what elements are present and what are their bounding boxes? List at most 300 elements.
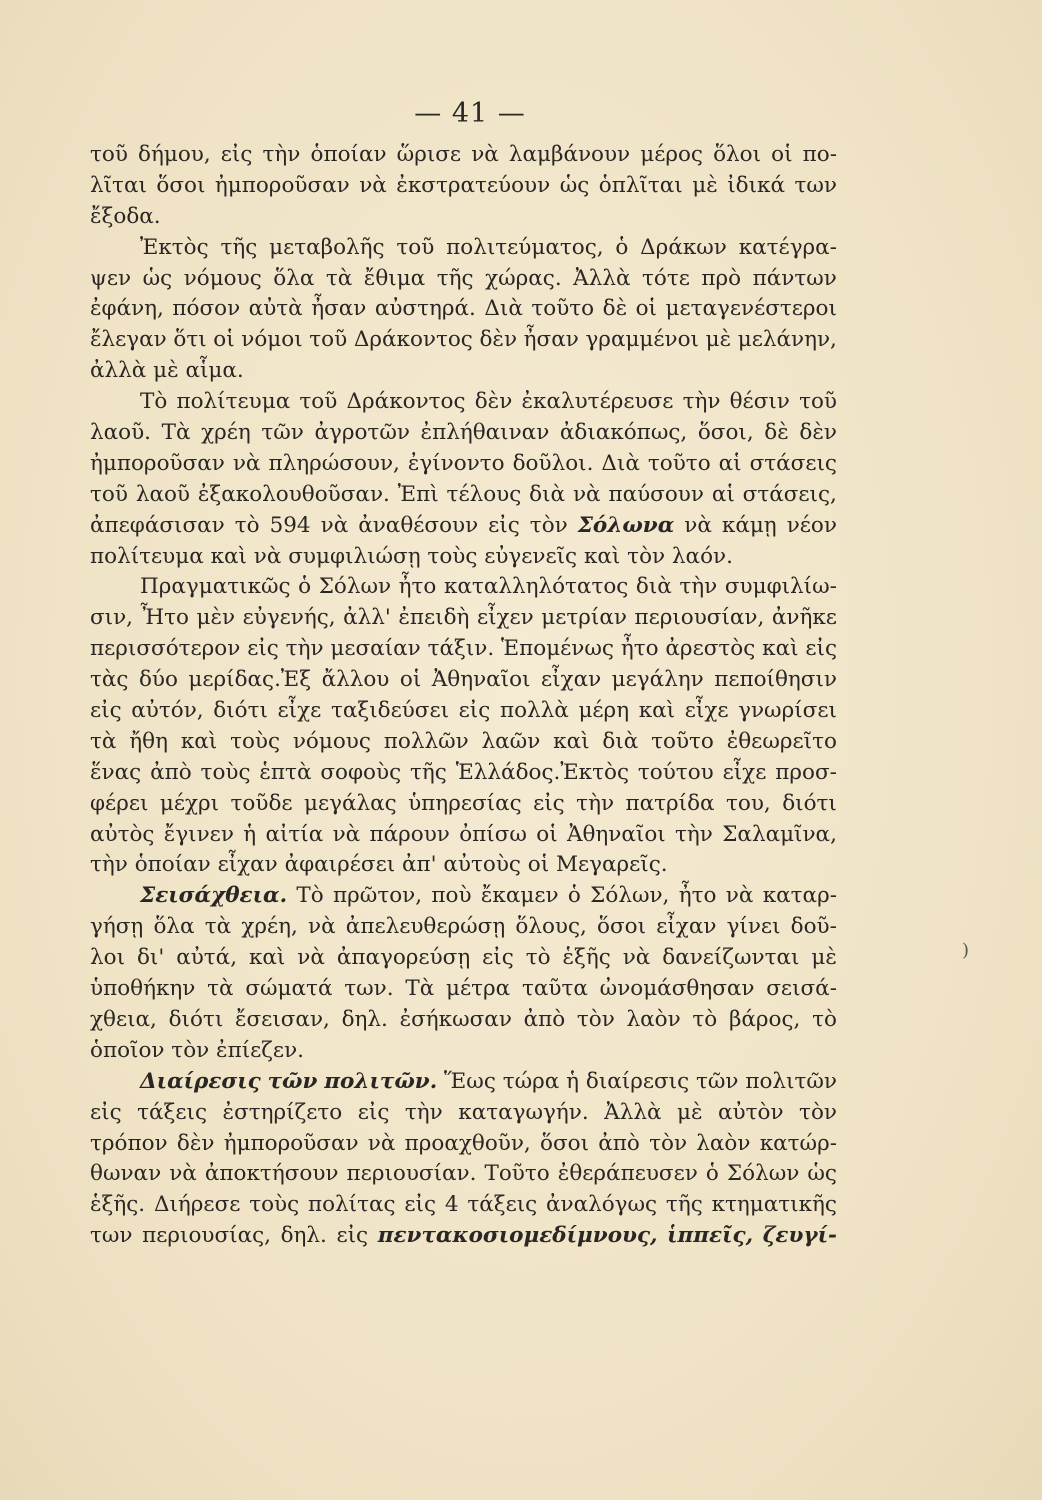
word: ὁ — [615, 234, 629, 260]
word: τὴν — [576, 790, 615, 816]
word: καὶ — [583, 543, 628, 569]
word: αὐτά, — [176, 945, 238, 971]
word: ὠνομάσθησαν — [599, 976, 755, 1002]
word: Σαλαμῖνα, — [722, 821, 837, 847]
word: τὰ — [204, 914, 232, 940]
word: ἐκστρατεύουν — [396, 172, 551, 198]
word: Σεισάχθεια. — [140, 883, 288, 909]
word: αὐτὸς — [90, 821, 155, 847]
text-line — [90, 264, 837, 295]
word: Δράκοντος — [346, 389, 466, 415]
word: καὶ — [638, 698, 676, 724]
word: συμφιλίω- — [724, 574, 837, 600]
text-line — [90, 974, 837, 1005]
word: μελάνην, — [737, 327, 837, 353]
word: εἰς — [488, 512, 520, 538]
word: εὐγενής, — [242, 605, 336, 631]
text-line — [90, 202, 837, 233]
word: ἔσεισαν, — [234, 1006, 330, 1032]
word: ὁποίαν — [134, 852, 218, 878]
word: καταλληλότατος — [443, 574, 629, 600]
word: ἀρεστὸς — [665, 636, 756, 662]
word: ὀπίσω — [459, 821, 527, 847]
word: κάμῃ — [721, 512, 777, 538]
word: οἱ — [399, 667, 422, 693]
word: ἀγροτῶν — [314, 420, 410, 446]
word: ἐπειδὴ — [398, 605, 470, 631]
word: ὅτι — [173, 327, 207, 353]
word: εἰς — [805, 636, 837, 662]
word: ἦτο — [620, 636, 659, 662]
word: πολίτας — [307, 1192, 396, 1218]
word: πολλὰ — [499, 698, 569, 724]
word: Ἐκτὸς — [140, 234, 209, 260]
word: τὴν — [90, 852, 135, 878]
text-line — [90, 1067, 837, 1098]
word: λαόν. — [671, 543, 733, 569]
text-line — [90, 542, 837, 573]
word: μὲν — [196, 605, 236, 631]
word: ὥρισε — [396, 142, 462, 167]
text-line — [90, 449, 837, 480]
text-line — [90, 881, 837, 912]
word: μεταβολῆς — [269, 234, 385, 260]
word: φέρει — [90, 790, 149, 816]
word: Δράκων — [640, 234, 727, 260]
text-line — [90, 511, 837, 542]
word: εἰς — [482, 945, 514, 971]
body-text — [90, 140, 837, 1252]
word: καὶ — [210, 543, 254, 569]
word: τὰ — [207, 976, 234, 1002]
word: περιουσίας, — [142, 1223, 271, 1249]
word: εἰς — [90, 698, 122, 724]
word: θωναν — [90, 1161, 162, 1187]
word: πολλῶν — [383, 728, 469, 754]
word: Πραγματικῶς — [140, 574, 291, 600]
word: ἑξῆς — [562, 945, 611, 971]
word: ὅσοι, — [697, 420, 754, 446]
word: μέτρα — [446, 976, 511, 1002]
word: Σόλων, — [590, 883, 670, 909]
word: Μεγαρεῖς. — [555, 852, 668, 878]
word: ἀπὸ — [598, 1130, 640, 1156]
word: τὴν — [262, 142, 301, 167]
word: αὐτὰ — [248, 296, 303, 322]
text-line — [90, 943, 837, 974]
word: ἀπελευθερώσῃ — [345, 914, 506, 940]
word: Διαίρεσις — [140, 1068, 261, 1094]
word: ἀδιακόπως, — [559, 420, 688, 446]
word: νόμους — [292, 728, 371, 754]
word: οἱ — [635, 296, 657, 322]
word: ἀνῆκε — [771, 605, 837, 631]
word: τῆς — [665, 1192, 703, 1218]
word: τὸν — [576, 1006, 615, 1032]
word: καὶ — [248, 945, 286, 971]
word: τὰ — [325, 265, 353, 291]
word: πεντακοσιομεδίμνους, — [377, 1223, 658, 1249]
word: Τοῦτο — [484, 1161, 550, 1187]
word: τώρα — [502, 1068, 560, 1094]
word: κατέγρα- — [738, 234, 837, 260]
word: ἀλλὰ — [90, 358, 154, 384]
word: μὲ — [153, 358, 186, 384]
text-line — [90, 850, 837, 881]
word: ὁ — [567, 883, 581, 909]
word: πόσον — [172, 296, 241, 322]
word: δὲν — [176, 1130, 215, 1156]
word: νὰ — [169, 1161, 197, 1187]
word: πεποίθησιν — [714, 667, 837, 693]
word: εἶχαν — [217, 852, 285, 878]
text-line — [90, 387, 837, 418]
text-line — [90, 789, 837, 820]
word: διὰ — [635, 574, 672, 600]
text-line — [90, 572, 837, 603]
word: Δράκοντος — [353, 327, 473, 353]
word: δοῦ- — [790, 914, 837, 940]
word: ὁ — [705, 1161, 719, 1187]
word: τοῦ — [309, 327, 348, 353]
word: ἠμποροῦσαν — [214, 172, 350, 198]
word: τάξεις — [137, 1099, 208, 1125]
word: ἤθη — [129, 728, 168, 754]
word: προσ- — [775, 759, 837, 785]
word: ὅσοι — [156, 172, 206, 198]
word: τὸ — [812, 1006, 837, 1032]
page-number: — 41 — — [414, 98, 526, 129]
word: νὰ — [471, 142, 499, 167]
word: τὸν — [649, 1130, 688, 1156]
word: νὰ — [367, 1130, 396, 1156]
word: ἀπὸ — [150, 759, 192, 785]
word: αἰτία — [265, 821, 324, 847]
word: λαὸν — [626, 1006, 681, 1032]
word: ἑπτὰ — [259, 759, 312, 785]
word: καταγωγήν. — [458, 1099, 589, 1125]
word: εἶχαν — [540, 667, 602, 693]
word: ἦσαν — [523, 327, 579, 353]
text-line — [90, 727, 837, 758]
text-line — [90, 1159, 837, 1190]
word: μεταγενέστεροι — [665, 296, 837, 322]
word: τάξιν. — [427, 636, 495, 662]
word: στάσεις, — [742, 481, 837, 507]
word: πολίτευμα — [176, 389, 291, 415]
word: αἷμα. — [185, 358, 244, 384]
word: ὡς — [142, 265, 173, 291]
word: ὑποθήκην — [90, 976, 196, 1002]
text-line — [90, 1129, 837, 1160]
word: καὶ — [553, 728, 590, 754]
word: τοὺς — [249, 1192, 300, 1218]
word: αὐτοὺς — [443, 852, 528, 878]
word: ἔθιμα — [363, 265, 426, 291]
word: τοῦτο — [647, 450, 711, 476]
text-line — [90, 1005, 837, 1036]
word: ὡς — [807, 1161, 837, 1187]
word: πολίτευμα — [90, 543, 211, 569]
word: ἐστηρίζετο — [222, 1099, 343, 1125]
word: διότι — [168, 1006, 224, 1032]
word: ἕνας — [90, 759, 142, 785]
word: ἦτο — [678, 883, 717, 909]
word: στάσεις — [749, 450, 837, 476]
word: Τὰ — [161, 420, 191, 446]
word: ἀπαγορεύσῃ — [336, 945, 471, 971]
text-line — [90, 171, 837, 202]
word: τοῦ — [799, 389, 837, 415]
word: νὰ — [725, 883, 754, 909]
word: λῖται — [90, 172, 147, 198]
word: μὲ — [705, 327, 732, 353]
word: αὐτόν, — [131, 698, 204, 724]
word: ποὺ — [431, 883, 472, 909]
word: δηλ. — [280, 1223, 327, 1249]
word: τὸ — [525, 945, 551, 971]
word: δηλ. — [341, 1006, 388, 1032]
word: μέχρι — [159, 790, 220, 816]
word: λοι — [90, 945, 126, 971]
word: ἰδικά — [727, 172, 785, 198]
word: τοὺς — [427, 543, 485, 569]
word: ἔξοδα. — [90, 203, 161, 229]
word: τὴν — [679, 574, 718, 600]
text-line — [90, 356, 837, 387]
word: διότι — [782, 790, 837, 816]
word: Διὰ — [601, 450, 640, 476]
word: γήσῃ — [90, 914, 144, 940]
text-line — [90, 140, 837, 171]
word: εἶχε — [684, 698, 729, 724]
word: καὶ — [180, 728, 218, 754]
word: ζευγί- — [762, 1223, 837, 1249]
word: ἀλλ' — [343, 605, 391, 631]
word: τοὺς — [230, 728, 281, 754]
word: τὸ — [692, 1006, 718, 1032]
word: τὸν — [799, 1099, 837, 1125]
word: εἶχε — [277, 698, 322, 724]
word: διὰ — [602, 728, 639, 754]
word: τούτου — [637, 759, 714, 785]
word: τὸν — [529, 512, 568, 538]
word: πολιτῶν. — [324, 1068, 438, 1094]
word: ὁ — [298, 574, 312, 600]
word: ἐπίεζεν. — [216, 1037, 304, 1063]
word: κατώρ- — [759, 1130, 837, 1156]
word: κτηματικῆς — [711, 1192, 837, 1218]
word: τὸ — [234, 512, 260, 538]
word: πολιτεύματος, — [446, 234, 604, 260]
word: ἀπ' — [401, 852, 444, 878]
word: ὡς — [559, 172, 590, 198]
word: τέλους — [446, 481, 522, 507]
word: εἰς — [404, 1192, 436, 1218]
word: ἐξακολουθοῦσαν. — [197, 481, 390, 507]
word: αἱ — [711, 481, 735, 507]
word: νέον — [786, 512, 837, 538]
word: νὰ — [684, 512, 712, 538]
word: ἀφαιρέσει — [284, 852, 402, 878]
word: ἑξῆς. — [90, 1192, 146, 1218]
word: μὲ — [811, 945, 837, 971]
word: ὅλα — [273, 265, 315, 291]
word: ὁποίαν — [310, 142, 387, 167]
word: ἀπεφάσισαν — [90, 512, 225, 538]
word: χθεια, — [90, 1006, 157, 1032]
word: νὰ — [572, 481, 601, 507]
word: περιουσίαν, — [634, 605, 765, 631]
word: ἀπὸ — [523, 1006, 566, 1032]
word: ταξιδεύσει — [330, 698, 450, 724]
word: αὐστηρά. — [374, 296, 476, 322]
word: Ἀλλὰ — [604, 1099, 662, 1125]
word: Διὰ — [484, 296, 523, 322]
word: δὲ — [602, 296, 628, 322]
word: τὸν — [627, 543, 672, 569]
word: πρῶτον, — [333, 883, 423, 909]
word: εἰς — [220, 142, 253, 167]
word: των — [90, 1223, 133, 1249]
word: τὴν — [404, 1099, 443, 1125]
word: ψεν — [90, 265, 132, 291]
word: νὰ — [332, 821, 361, 847]
word: ἔγινεν — [163, 821, 234, 847]
word: γνωρίσει — [738, 698, 837, 724]
word: εἰς — [336, 1223, 369, 1249]
text-line — [90, 634, 837, 665]
word: τοὺς — [200, 759, 251, 785]
word: των. — [344, 976, 394, 1002]
word: τοῦδε — [230, 790, 293, 816]
word: δοῦλοι. — [512, 450, 594, 476]
word: ὁπλῖται — [598, 172, 683, 198]
word: ἔλεγαν — [90, 327, 167, 353]
word: μέρος — [640, 142, 703, 167]
word: διότι — [213, 698, 268, 724]
word: περιουσίαν. — [346, 1161, 477, 1187]
word: δὲ — [764, 420, 789, 446]
text-line — [90, 325, 837, 356]
word: σώματά — [245, 976, 333, 1002]
word: ἱππεῖς, — [667, 1223, 754, 1249]
word: δὲν — [799, 420, 837, 446]
text-line — [90, 603, 837, 634]
word: Τὰ — [405, 976, 435, 1002]
word: τοῦτο — [651, 728, 714, 754]
text-line — [90, 1221, 837, 1252]
word: τὴν — [285, 636, 324, 662]
word: Ἀθηναῖοι — [566, 821, 666, 847]
word: ἀναλόγως — [546, 1192, 658, 1218]
word: μὲ — [692, 172, 718, 198]
word: πάρουν — [369, 821, 450, 847]
word: τῆς — [220, 234, 258, 260]
word: εὐγενεῖς — [484, 543, 584, 569]
word: νὰ — [622, 945, 651, 971]
word: καὶ — [762, 636, 799, 662]
word: τὴν — [682, 389, 721, 415]
word: πολιτῶν — [745, 1068, 837, 1094]
word: τοῦτο — [531, 296, 595, 322]
word: οἱ — [771, 142, 793, 167]
word: θέσιν — [729, 389, 790, 415]
text-line — [90, 418, 837, 449]
word: εἰς — [247, 636, 279, 662]
word: τοῦ — [90, 481, 128, 507]
word: τοῦ — [299, 389, 338, 415]
word: ὅσοι — [540, 1130, 590, 1156]
word: ἄλλου — [321, 667, 390, 693]
word: νὰ — [320, 512, 349, 538]
word: νὰ — [232, 450, 261, 476]
word: δύο — [138, 667, 178, 693]
word: λαοῦ. — [90, 420, 151, 446]
word: Τὸ — [296, 883, 324, 909]
word: νὰ — [253, 543, 289, 569]
word: Ἀθηναῖοι — [431, 667, 531, 693]
word: μὲ — [677, 1099, 703, 1125]
word: μερίδας.Ἐξ — [188, 667, 312, 693]
word: του, — [726, 790, 771, 816]
word: Ἦτο — [140, 605, 189, 631]
word: ἡ — [566, 1068, 580, 1094]
word: εἰς — [90, 1099, 122, 1125]
word: τὰς — [90, 667, 129, 693]
word: ἠμποροῦσαν — [223, 1130, 359, 1156]
word: ἐθεωρεῖτο — [726, 728, 837, 754]
word: οἱ — [536, 821, 558, 847]
margin-mark: ) — [962, 940, 970, 961]
text-line — [90, 758, 837, 789]
word: τῶν — [695, 1068, 739, 1094]
word: ἐσήκωσαν — [399, 1006, 512, 1032]
word: ὅλους, — [515, 914, 587, 940]
word: λαὸν — [696, 1130, 751, 1156]
word: παύσουν — [608, 481, 704, 507]
text-line — [90, 480, 837, 511]
word: τῶν — [267, 1068, 318, 1094]
word: τῆς — [410, 759, 447, 785]
word: Σόλων — [318, 574, 392, 600]
word: ἦσαν — [311, 296, 367, 322]
word: νόμους — [183, 265, 262, 291]
word: Τὸ — [140, 389, 168, 415]
text-line — [90, 820, 837, 851]
word: μέρη — [578, 698, 630, 724]
word: σοφοὺς — [320, 759, 402, 785]
word: μεσαίαν — [330, 636, 421, 662]
word: Ἑλλάδος.Ἐκτὸς — [455, 759, 629, 785]
word: εἰς — [357, 1099, 390, 1125]
word: ταῦτα — [521, 976, 588, 1002]
text-line — [90, 1036, 837, 1067]
word: διαίρεσις — [585, 1068, 690, 1094]
word: ὅσοι — [597, 914, 647, 940]
word: χώρας. — [485, 265, 562, 291]
text-line — [90, 696, 837, 727]
word: ἐγίνοντο — [407, 450, 505, 476]
word: σιν, — [90, 605, 134, 631]
word: τῆς — [436, 265, 474, 291]
word: ἐφάνη, — [90, 296, 164, 322]
word: ὁποῖον — [90, 1037, 172, 1063]
word: πατρίδα — [625, 790, 715, 816]
word: τὰ — [90, 728, 117, 754]
word: λαῶν — [481, 728, 541, 754]
word: Ἑπομένως — [501, 636, 614, 662]
